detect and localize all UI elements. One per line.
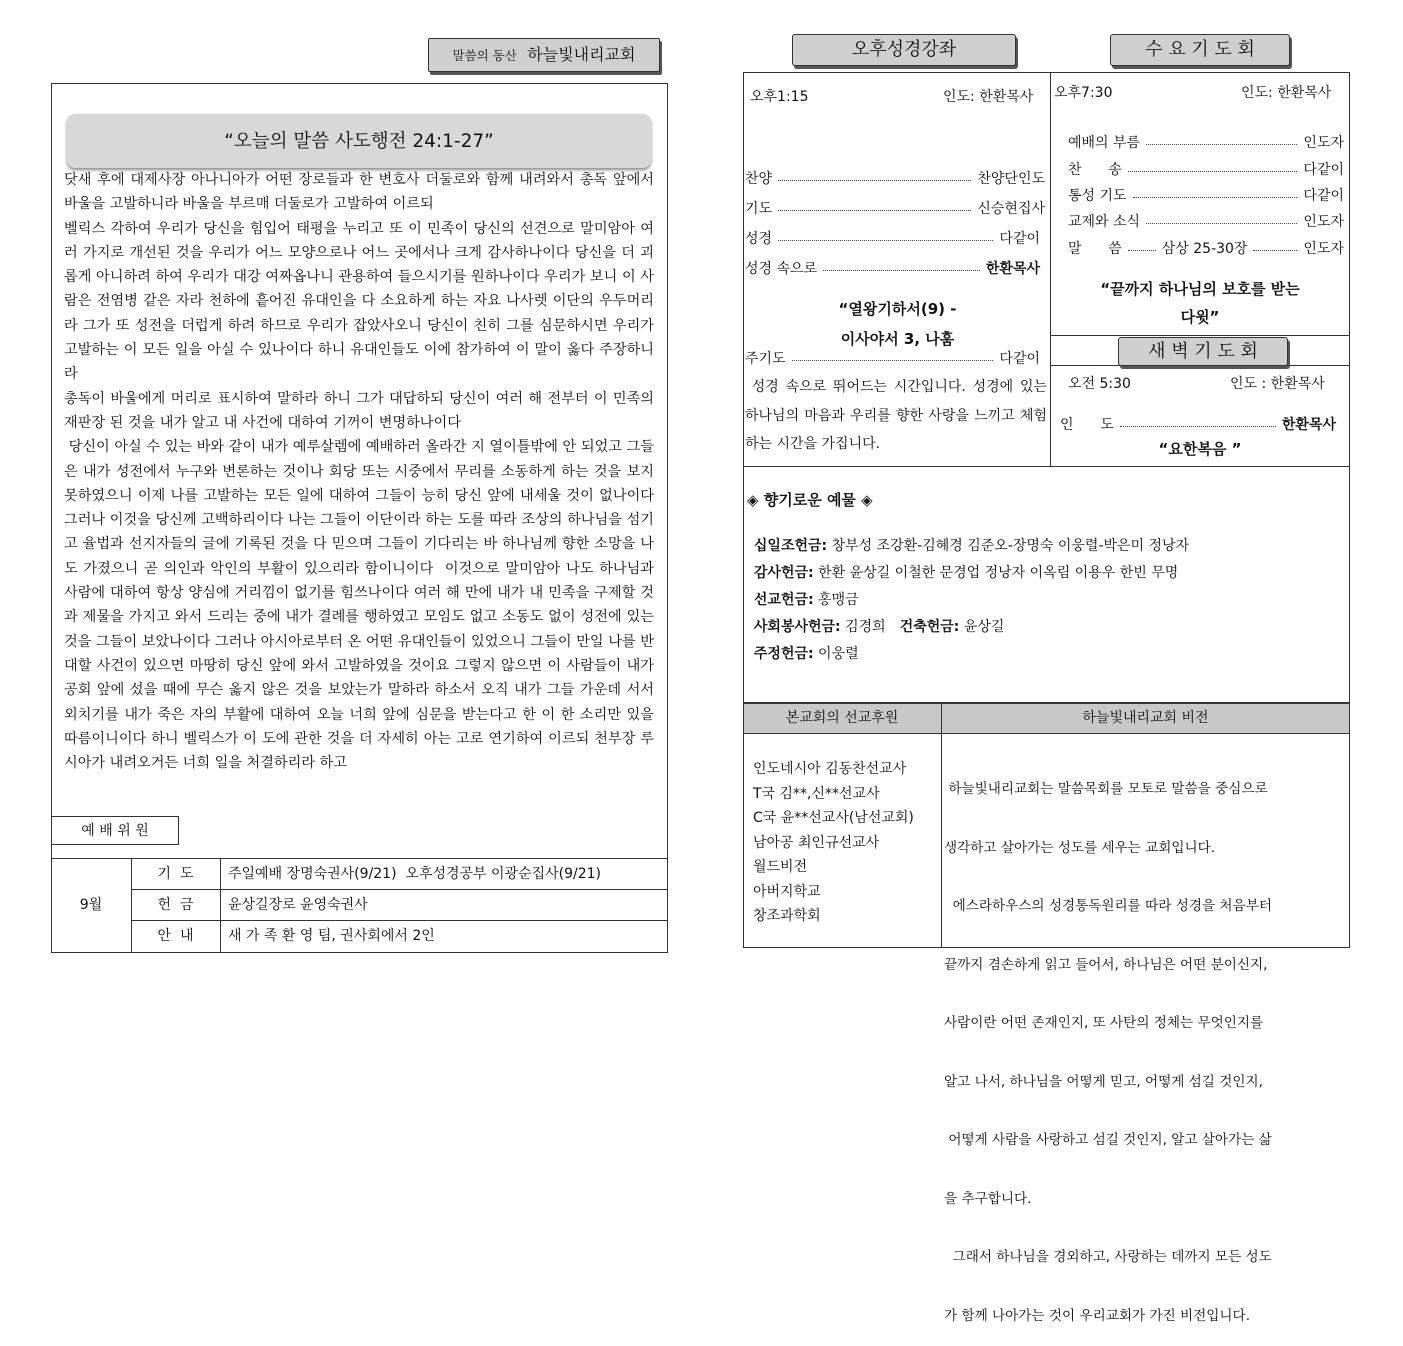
dawn-leader: 인도 : 한환목사 [1230,376,1325,392]
wednesday-time: 오후7:30 [1054,85,1113,101]
dawn-time: 오전 5:30 [1068,376,1131,392]
mission-item: C국 윤**선교사(남선교회) [753,810,914,826]
vision-line: 을 추구합니다. [944,1190,1032,1207]
dawn-tab: 새 벽 기 도 회 [1118,337,1288,366]
wednesday-leader: 인도: 한환목사 [1241,85,1332,101]
committee-role: 안 내 [157,928,194,944]
sermon-paragraph: 닷새 후에 대제사장 아나니아가 어떤 장로들과 한 변호사 더둘로와 함께 내려와서 총독 앞에서 바울을 고발하니라 바울을 부르매 더둘로가 고발하여 이르되 [64,172,654,213]
committee-role: 기 도 [157,866,194,882]
dawn-item: 인 도 한환목사 [1060,417,1336,433]
committee-role: 헌 금 [157,897,194,913]
offering-row: 십일조헌금: 창부성 조강환-김혜경 김준오-장명숙 이웅렬-박은미 정낭자 [753,538,1190,554]
vision-line: 어떻게 사람을 사랑하고 섬길 것인지, 알고 살아가는 삶 [944,1132,1272,1148]
afternoon-topic: “열왕기하서(9) - 이사야서 3, 나훔 [838,300,957,348]
committee-value: 새 가 족 환 영 팀, 권사회에서 2인 [228,928,435,944]
vision-line: 가 함께 나아가는 것이 우리교회가 가진 비전입니다. [944,1307,1251,1324]
wednesday-item: 예배의 부름 인도자 [1068,135,1344,151]
mission-item: 남아공 최인규선교사 [753,834,880,851]
afternoon-time: 오후1:15 [750,89,809,105]
offering-row: 사회봉사헌금: 김경희 건축헌금: 윤상길 [753,619,1005,635]
vision-line: 사람이란 어떤 존재인지, 또 사탄의 정체는 무엇인지를 [944,1015,1264,1031]
vision-line: 알고 나서, 하나님을 어떻게 믿고, 어떻게 섬길 것인지, [944,1073,1263,1090]
mission-item: 아버지학교 [753,883,821,900]
church-name-tab [428,38,660,72]
sermon-text [64,168,659,775]
committee-heading: 예 배 위 원 [51,816,179,845]
committee-month: 9월 [79,897,103,913]
afternoon-item: 성경 속으로 한환목사 [745,261,1040,277]
offering-row: 선교헌금: 홍맹금 [753,592,859,608]
sermon-paragraph: 당신이 아실 수 있는 바와 같이 내가 예루살렘에 예배하러 올라간 지 열이틀밖에 안 되었고 그들은 내가 성전에서 누구와 변론하는 것이나 회당 또는 시중에서 무리를 소동하게 하는 것을 보지 못하였으니 이제 나를 고발하는 모든 일에 대하여 그들이 능히 당신 앞에 내세울 것이 없나이다 그러나 이것을 당신께 고백하리이다 나는 그들이 이단이라 하는 도를 따라 조상의 하나님을 섬기고 율법과 선지자들의 글에 기록된 것을 다 믿으며 그들이 기다리는 바 하나님께 향한 소망을 나도 가졌으니 곧 의인과 악인의 부활이 있으리라 함이니이다 이것으로 말미암아 나도 하나님과 사람에 대하여 항상 양심에 거리낌이 없기를 힘쓰나이다 여러 해 만에 내가 내 민족을 구제할 것과 제물을 가지고 와서 드리는 중에 내가 결례를 행하였고 모임도 없고 소동도 없이 성전에 있는 것을 그들이 보았나이다 그러나 아시아로부터 온 어떤 유대인들이 있었으니 그들이 만일 나를 반대할 사건이 있으면 마땅히 당신 앞에 와서 고발하였을 것이요 그렇지 않으면 이 사람들이 내가 공회 앞에 섰을 때에 무슨 옳지 않은 것을 보았는가 말하라 하소서 오직 내가 그들 가운데 서서 외치기를 내가 죽은 자의 부활에 대하여 오늘 너희 앞에 심문을 받는다고 한 이 한 소리만 있을 따름이니이다 하니 벨릭스가 이 도에 관한 것을 더 자세히 아는 고로 연기하여 이르되 천부장 루시아가 내려오거든 너희 일을 처결하리라 하고 [64,439,659,772]
church-name: 하늘빛내리교회 [527,45,636,64]
vision-line: 하늘빛내리교회는 말씀목회를 모토로 말씀을 중심으로 [944,781,1268,797]
vision-text [944,741,1347,1346]
church-slogan: 말씀의 동산 [452,48,517,63]
afternoon-item: 찬양 찬양단인도 [745,171,1045,187]
wednesday-tab: 수 요 기 도 회 [1110,34,1290,66]
dawn-title: “요한복음 ” [1158,440,1242,458]
wednesday-item: 통성 기도 다같이 [1068,188,1344,204]
afternoon-tab: 오후성경강좌 [792,34,1016,66]
vision-line: 끝까지 겸손하게 읽고 들어서, 하나님은 어떤 분이신지, [944,956,1268,973]
offerings-heading: ◈ 향기로운 예물 ◈ [747,491,873,509]
afternoon-closing: 주기도 다같이 [745,351,1040,367]
committee-value: 주일예배 장명숙권사(9/21) 오후성경공부 이광순집사(9/21) [228,866,602,882]
wednesday-title: “끝까지 하나님의 보호를 받는 다윗” [1100,280,1300,326]
mission-item: 인도네시아 김동찬선교사 [753,761,907,777]
afternoon-description: 성경 속으로 뛰어드는 시간입니다. 성경에 있는 하나님의 마음과 우리를 향한 사랑을 느끼고 체험하는 시간을 가집니다. [745,379,1052,452]
sermon-title: “오늘의 말씀 사도행전 24:1-27” [224,131,494,152]
afternoon-leader: 인도: 한환목사 [943,89,1034,105]
vision-heading: 하늘빛내리교회 비전 [1082,710,1209,726]
wednesday-sermon: 말 씀 삼상 25-30장 인도자 [1068,241,1344,257]
mission-item: 창조과학회 [753,908,821,924]
missions-heading: 본교회의 선교후원 [785,710,899,726]
vision-line: 에스라하우스의 성경통독원리를 따라 성경을 처음부터 [944,898,1272,914]
wednesday-item: 찬 송 다같이 [1068,162,1344,178]
afternoon-item: 기도 신승현집사 [745,201,1045,217]
committee-value: 윤상길장로 윤영숙권사 [228,897,368,913]
sermon-paragraph: 벨릭스 각하여 우리가 당신을 힘입어 태평을 누리고 또 이 민족이 당신의 선견으로 말미암아 여러 가지로 개선된 것을 우리가 어느 모양으로나 어느 곳에서나 크게 감사하나이다 당신을 더 괴롭게 아니하려 하여 우리가 대강 여짜옵나니 관용하여 들으시기를 원하나이다 우리가 보니 이 사람은 전염병 같은 자라 천하에 흩어진 유대인을 다 소요하게 하는 자요 나사렛 이단의 우두머리라 그가 또 성전을 더럽게 하려 하므로 우리가 잡았사오니 당신이 친히 그를 심문하시면 우리가 고발하는 이 모든 일을 아실 수 있나이다 하니 유대인들도 이에 참가하여 이 말이 옳다 주장하니라 [64,220,654,383]
afternoon-item: 성경 다같이 [745,231,1040,247]
vision-line: 그래서 하나님을 경외하고, 사랑하는 데까지 모든 성도 [944,1249,1272,1265]
wednesday-item: 교제와 소식 인도자 [1068,214,1344,230]
mission-item: 월드비전 [753,859,808,875]
offering-row: 주정헌금: 이웅렬 [753,646,859,662]
mission-item: T국 김**,신**선교사 [753,785,880,802]
vision-line: 생각하고 살아가는 성도를 세우는 교회입니다. [944,839,1216,856]
sermon-title-bar [67,114,651,168]
missions-list [753,757,914,929]
sermon-paragraph: 총독이 바울에게 머리로 표시하여 말하라 하니 그가 대답하되 당신이 여러 해 전부터 이 민족의 재판장 된 것을 내가 알고 내 사건에 대하여 기꺼이 변명하나이다 [64,390,654,431]
offering-row: 감사헌금: 한환 윤상길 이철한 문경업 정낭자 이옥림 이용우 한빈 무명 [753,565,1179,581]
